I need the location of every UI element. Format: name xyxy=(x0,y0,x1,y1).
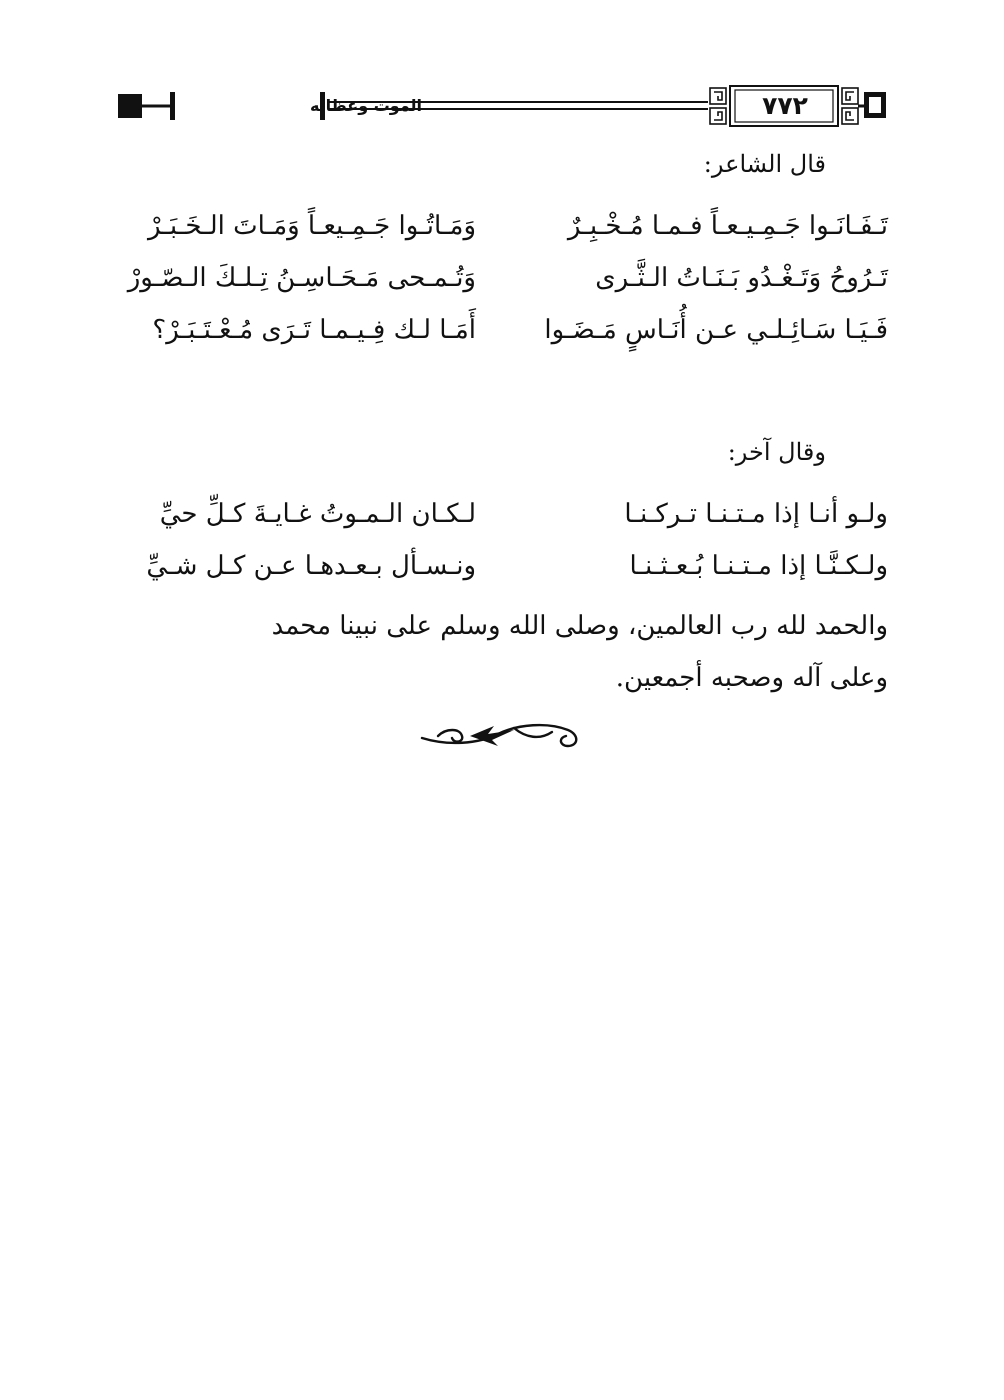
hemistich-second: لـكـان الـمـوتُ غـايـةَ كـلِّ حيِّ xyxy=(159,499,476,529)
poem1-verse xyxy=(116,252,888,304)
poem2-intro: وقال آخر: xyxy=(727,438,826,466)
hemistich-second: وَمَـاتُـوا جَـمِـيعـاً وَمَـاتَ الـخَـبَـرْ xyxy=(147,211,476,241)
hemistich-first: تَـرُوحُ وَتَـغْـدُو بَـنَـاتُ الـثَّـرى xyxy=(595,263,888,293)
running-title: الموت وعظاته xyxy=(309,96,423,115)
hemistich-first: ولـو أنـا إذا مـتـنـا تـركـنـا xyxy=(624,499,888,529)
hemistich-second: وَتُـمـحى مَـحَـاسِـنُ تِـلـكَ الـصّـورْ xyxy=(127,263,476,293)
page-header xyxy=(116,84,888,128)
closing-line-1: والحمد لله رب العالمين، وصلى الله وسلم على نبينا محمد xyxy=(271,611,888,641)
ornament-divider-icon xyxy=(418,716,588,752)
hemistich-first: تَـفَـانَـوا جَـمِـيـعـاً فـمـا مُـخْـبِـرٌ xyxy=(567,211,888,241)
hemistich-second: ونـسـأل بـعـدهـا عـن كـل شـيِّ xyxy=(146,551,476,581)
hemistich-first: فَـيَـا سَـائِـلـي عـن أُنَـاسٍ مَـضَـوا xyxy=(544,315,888,345)
hemistich-first: ولـكـنَّـا إذا مـتـنـا بُـعـثـنـا xyxy=(629,551,888,581)
page-number: ٧٧٢ xyxy=(762,91,808,120)
poem2-verse xyxy=(116,488,888,540)
poem2-verse xyxy=(116,540,888,592)
poem1-verse xyxy=(116,200,888,252)
poem1-intro: قال الشاعر: xyxy=(703,150,826,178)
closing-line-2: وعلى آله وصحبه أجمعين. xyxy=(615,663,888,693)
poem1-verse xyxy=(116,304,888,356)
hemistich-second: أَمَـا لـك فِـيـمـا تَـرَى مُـعْـتَـبَـرْ؟ xyxy=(152,315,476,345)
